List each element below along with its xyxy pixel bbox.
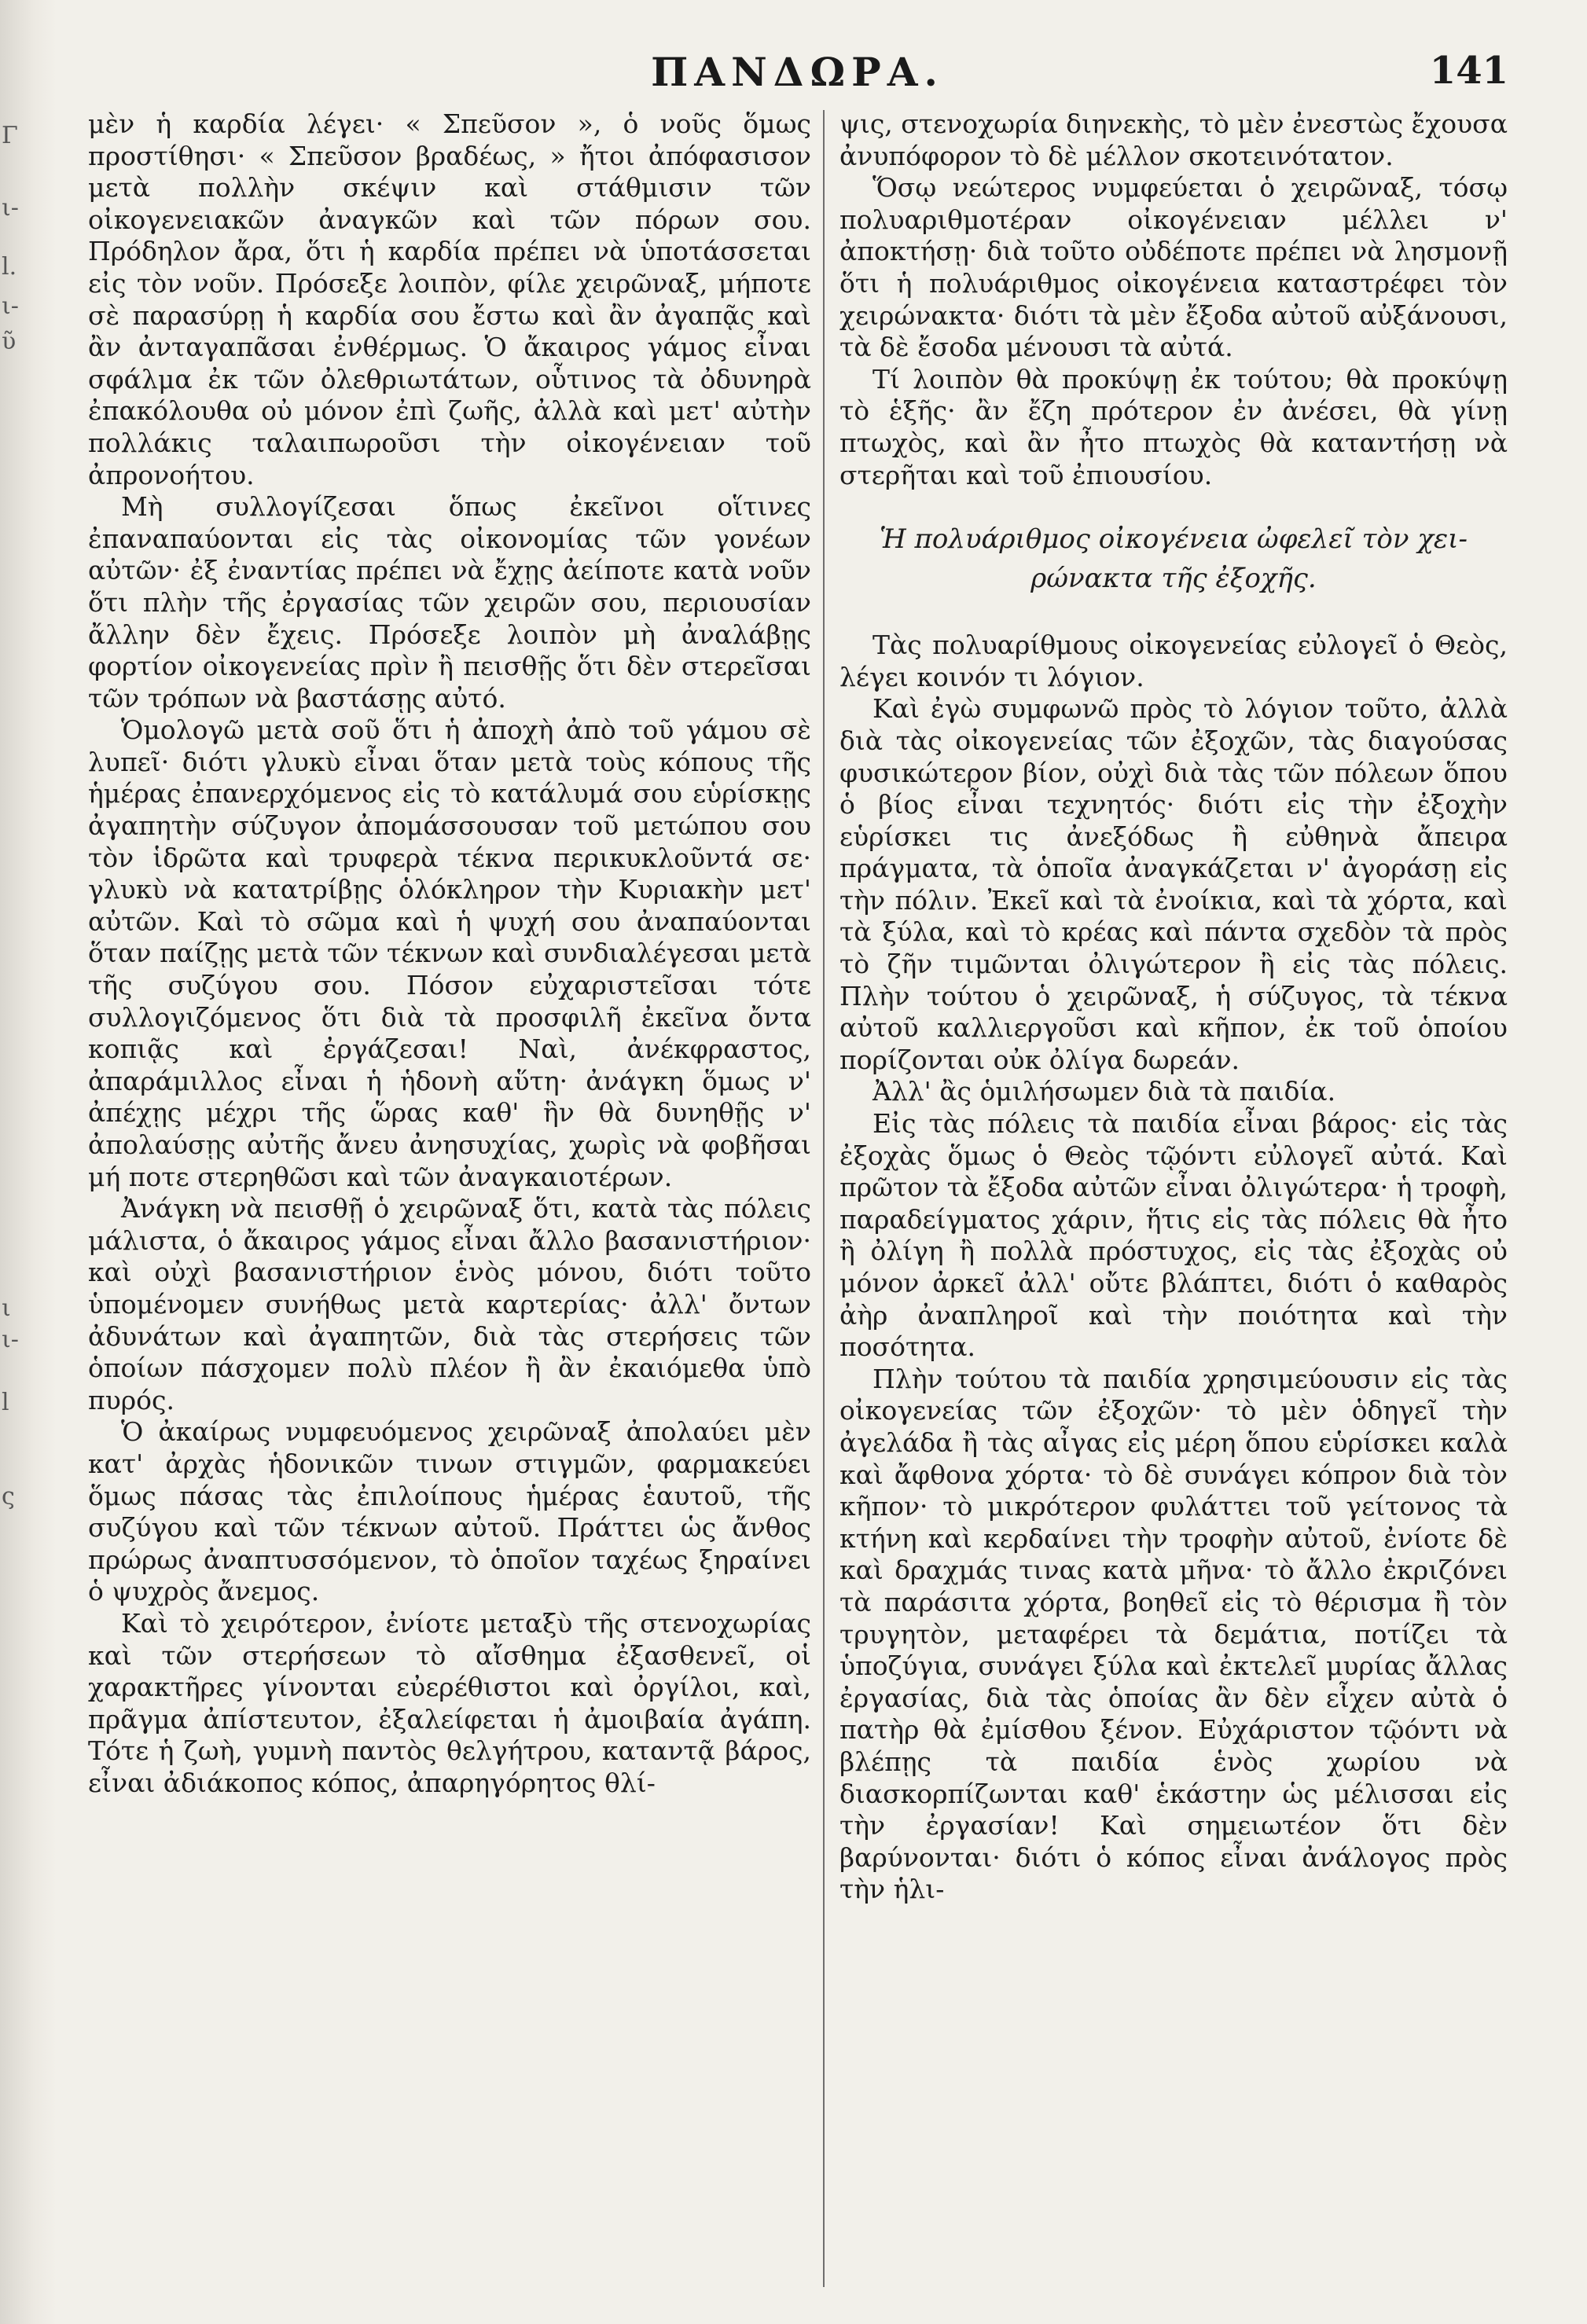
margin-mark: ς	[2, 1483, 15, 1511]
right-column	[839, 108, 1508, 2301]
paragraph: Καὶ τὸ χειρότερον, ἐνίοτε μεταξὺ τῆς στενοχωρίας καὶ τῶν στερήσεων τὸ αἴσθημα ἐξασθενεῖ, οἱ χαρακτῆρες γίνονται εὐερέθιστοι καὶ ὀργίλοι, καὶ, πρᾶγμα ἀπίστευτον, ἐξαλείφεται ἡ ἀμοιβαία ἀγάπη. Τότε ἡ ζωὴ, γυμνὴ παντὸς θελγήτρου, καταντᾷ βάρος, εἶναι ἀδιάκοπος κόπος, ἀπαρηγόρητος θλί-	[88, 1607, 811, 1798]
margin-mark: ι-	[2, 292, 19, 320]
paragraph: Ὁ ἀκαίρως νυμφευόμενος χειρῶναξ ἀπολαύει μὲν κατ' ἀρχὰς ἡδονικῶν τινων στιγμῶν, φαρμακεύει ὅμως πάσας τὰς ἐπιλοίπους ἡμέρας ἑαυτοῦ, τῆς συζύγου καὶ τῶν τέκνων αὐτοῦ. Πράττει ὡς ἄνθος πρώρως ἀναπτυσσόμενον, τὸ ὁποῖον ταχέως ξηραίνει ὁ ψυχρὸς ἄνεμος.	[88, 1416, 811, 1607]
paragraph: Πλὴν τούτου τὰ παιδία χρησιμεύουσιν εἰς τὰς οἰκογενείας τῶν ἐξοχῶν· τὸ μὲν ὁδηγεῖ τὴν ἀγελάδα ἢ τὰς αἶγας εἰς μέρη ὅπου εὑρίσκει καλὰ καὶ ἄφθονα χόρτα· τὸ δὲ συνάγει κόπρον διὰ τὸν κῆπον· τὸ μικρότερον φυλάττει τοῦ γείτονος τὰ κτήνη καὶ κερδαίνει τὴν τροφὴν αὐτοῦ, ἐνίοτε δὲ καὶ δραχμάς τινας κατὰ μῆνα· τὸ ἄλλο ἐκριζόνει τὰ παράσιτα χόρτα, βοηθεῖ εἰς τὸ θέρισμα ἢ τὸν τρυγητὸν, μεταφέρει τὰ δεμάτια, ποτίζει τὰ ὑποζύγια, συνάγει ξύλα καὶ ἐκτελεῖ μυρίας ἄλλας ἐργασίας, διὰ τὰς ὁποίας ἂν δὲν εἶχεν αὐτὰ ὁ πατὴρ θὰ ἐμίσθου ξένον. Εὐχάριστον τῷόντι νὰ βλέπῃς τὰ παιδία ἑνὸς χωρίου νὰ διασκορπίζωνται καθ' ἑκάστην ὡς μέλισσαι εἰς τὴν ἐργασίαν! Καὶ σημειωτέον ὅτι δὲν βαρύνονται· διότι ὁ κόπος εἶναι ἀνάλογος πρὸς τὴν ἡλι-	[839, 1363, 1508, 1905]
section-heading	[839, 520, 1508, 598]
margin-mark: Γ	[2, 122, 18, 149]
paragraph: ψις, στενοχωρία διηνεκὴς, τὸ μὲν ἐνεστὼς ἔχουσα ἀνυπόφορον τὸ δὲ μέλλον σκοτεινότατον.	[839, 108, 1508, 171]
margin-mark: ι-	[2, 194, 19, 222]
column-divider	[823, 110, 825, 2287]
margin-mark: ι	[2, 1294, 11, 1322]
paragraph: Καὶ ἐγὼ συμφωνῶ πρὸς τὸ λόγιον τοῦτο, ἀλλὰ διὰ τὰς οἰκογενείας τῶν ἐξοχῶν, τὰς διαγούσας φυσικώτερον βίον, οὐχὶ διὰ τὰς τῶν πόλεων ὅπου ὁ βίος εἶναι τεχνητός· διότι εἰς τὴν ἐξοχὴν εὑρίσκει τις ἀνεξόδως ἢ εὐθηνὰ ἄπειρα πράγματα, τὰ ὁποῖα ἀναγκάζεται ν' ἀγοράσῃ εἰς τὴν πόλιν. Ἐκεῖ καὶ τὰ ἐνοίκια, καὶ τὰ χόρτα, καὶ τὰ ξύλα, καὶ τὸ κρέας καὶ πάντα σχεδὸν τὰ πρὸς τὸ ζῆν τιμῶνται ὀλιγώτερον ἢ εἰς τὰς πόλεις. Πλὴν τούτου ὁ χειρῶναξ, ἡ σύζυγος, τὰ τέκνα αὐτοῦ καλλιεργοῦσι καὶ κῆπον, ἐκ τοῦ ὁποίου πορίζονται οὐκ ὀλίγα δωρεάν.	[839, 693, 1508, 1075]
paragraph: Τί λοιπὸν θὰ προκύψῃ ἐκ τούτου; θὰ προκύψῃ τὸ ἑξῆς· ἂν ἔζη πρότερον ἐν ἀνέσει, θὰ γίνῃ πτωχὸς, καὶ ἂν ἦτο πτωχὸς θὰ καταντήσῃ νὰ στερῆται καὶ τοῦ ἐπιουσίου.	[839, 363, 1508, 490]
left-column	[88, 108, 811, 2301]
paragraph: μὲν ἡ καρδία λέγει· « Σπεῦσον », ὁ νοῦς ὅμως προστίθησι· « Σπεῦσον βραδέως, » ἤτοι ἀπόφασισον μετὰ πολλὴν σκέψιν καὶ στάθμισιν τῶν οἰκογενειακῶν ἀναγκῶν καὶ τῶν πόρων σου. Πρόδηλον ἄρα, ὅτι ἡ καρδία πρέπει νὰ ὑποτάσσεται εἰς τὸν νοῦν. Πρόσεξε λοιπὸν, φίλε χειρῶναξ, μήποτε σὲ παρασύρῃ ἡ καρδία σου ἔστω καὶ ἂν ἀγαπᾷς καὶ ἂν ἀνταγαπᾶσαι ἐνθέρμως. Ὁ ἄκαιρος γάμος εἶναι σφάλμα ἐκ τῶν ὀλεθριωτάτων, οὗτινος τὰ ὀδυνηρὰ ἐπακόλουθα οὐ μόνον ἐπὶ ζωῆς, ἀλλὰ καὶ μετ' αὐτὴν πολλάκις ταλαιπωροῦσι τὴν οἰκογένειαν τοῦ ἀπρονοήτου.	[88, 108, 811, 490]
section-heading-line: ρώνακτα τῆς ἐξοχῆς.	[1030, 563, 1317, 595]
section-heading-line: Ἡ πολυάριθμος οἰκογένεια ὠφελεῖ τὸν χει-	[879, 523, 1468, 556]
paragraph: Ἀνάγκη νὰ πεισθῇ ὁ χειρῶναξ ὅτι, κατὰ τὰς πόλεις μάλιστα, ὁ ἄκαιρος γάμος εἶναι ἄλλο βασανιστήριον· καὶ οὐχὶ βασανιστήριον ἑνὸς μόνου, διότι τοῦτο ὑπομένομεν συνήθως μετὰ καρτερίας· ἀλλ' ὄντων ἀδυνάτων καὶ ἀγαπητῶν, διὰ τὰς στερήσεις τῶν ὁποίων πάσχομεν πολὺ πλέον ἢ ἂν ἐκαιόμεθα ὑπὸ πυρός.	[88, 1193, 811, 1415]
margin-mark: l	[2, 1389, 9, 1416]
paragraph: Εἰς τὰς πόλεις τὰ παιδία εἶναι βάρος· εἰς τὰς ἐξοχὰς ὅμως ὁ Θεὸς τῷόντι εὐλογεῖ αὐτά. Καὶ πρῶτον τὰ ἔξοδα αὐτῶν εἶναι ὀλιγώτερα· ἡ τροφὴ, παραδείγματος χάριν, ἥτις εἰς τὰς πόλεις θὰ ἦτο ἢ ὀλίγη ἢ πολλὰ πρόστυχος, εἰς τὰς ἐξοχὰς οὐ μόνον ἀρκεῖ ἀλλ' οὔτε βλάπτει, διότι ὁ καθαρὸς ἀὴρ ἀναπληροῖ καὶ τὴν ποιότητα καὶ τὴν ποσότητα.	[839, 1108, 1508, 1363]
margin-mark: ι-	[2, 1326, 19, 1353]
page-number: 141	[1429, 49, 1508, 93]
paragraph: Ὁμολογῶ μετὰ σοῦ ὅτι ἡ ἀποχὴ ἀπὸ τοῦ γάμου σὲ λυπεῖ· διότι γλυκὺ εἶναι ὅταν μετὰ τοὺς κόπους τῆς ἡμέρας ἐπανερχόμενος εἰς τὸ κατάλυμά σου εὑρίσκῃς ἀγαπητὴν σύζυγον ἀπομάσσουσαν τοῦ μετώπου σου τὸν ἱδρῶτα καὶ τρυφερὰ τέκνα περικυκλοῦντά σε· γλυκὺ νὰ κατατρίβῃς ὁλόκληρον τὴν Κυριακὴν μετ' αὐτῶν. Καὶ τὸ σῶμα καὶ ἡ ψυχή σου ἀναπαύονται ὅταν παίζῃς μετὰ τῶν τέκνων καὶ συνδιαλέγεσαι μετὰ τῆς συζύγου σου. Πόσον εὐχαριστεῖσαι τότε συλλογιζόμενος ὅτι διὰ τὰ προσφιλῆ ἐκεῖνα ὄντα κοπιᾷς καὶ ἐργάζεσαι! Ναὶ, ἀνέκφραστος, ἀπαράμιλλος εἶναι ἡ ἡδονὴ αὕτη· ἀνάγκη ὅμως ν' ἀπέχῃς μέχρι τῆς ὥρας καθ' ἣν θὰ δυνηθῇς ν' ἀπολαύσῃς αὐτῆς ἄνευ ἀνησυχίας, χωρὶς νὰ φοβῆσαι μή ποτε στερηθῶσι καὶ τῶν ἀναγκαιοτέρων.	[88, 714, 811, 1192]
margin-mark: ῦ	[2, 328, 17, 355]
paragraph: Ὅσῳ νεώτερος νυμφεύεται ὁ χειρῶναξ, τόσῳ πολυαριθμοτέραν οἰκογένειαν μέλλει ν' ἀποκτήσῃ· διὰ τοῦτο οὐδέποτε πρέπει νὰ λησμονῇ ὅτι ἡ πολυάριθμος οἰκογένεια καταστρέφει τὸν χειρώνακτα· διότι τὰ μὲν ἔξοδα αὐτοῦ αὐξάνουσι, τὰ δὲ ἔσοδα μένουσι τὰ αὐτά.	[839, 172, 1508, 363]
paragraph: Μὴ συλλογίζεσαι ὅπως ἐκεῖνοι οἵτινες ἐπαναπαύονται εἰς τὰς οἰκονομίας τῶν γονέων αὐτῶν· ἐξ ἐναντίας πρέπει νὰ ἔχῃς ἀείποτε κατὰ νοῦν ὅτι πλὴν τῆς ἐργασίας τῶν χειρῶν σου, περιουσίαν ἄλλην δὲν ἔχεις. Πρόσεξε λοιπὸν μὴ ἀναλάβῃς φορτίον οἰκογενείας πρὶν ἢ πεισθῇς ὅτι δὲν στερεῖσαι τῶν τρόπων νὰ βαστάσῃς αὐτό.	[88, 491, 811, 714]
page-header	[86, 49, 1508, 104]
paragraph: Ἀλλ' ἂς ὁμιλήσωμεν διὰ τὰ παιδία.	[872, 1076, 1336, 1107]
journal-title: ΠΑΝΔΩΡΑ.	[651, 49, 944, 95]
paragraph: Τὰς πολυαρίθμους οἰκογενείας εὐλογεῖ ὁ Θεὸς, λέγει κοινόν τι λόγιον.	[839, 630, 1508, 692]
margin-mark: l.	[2, 253, 17, 281]
